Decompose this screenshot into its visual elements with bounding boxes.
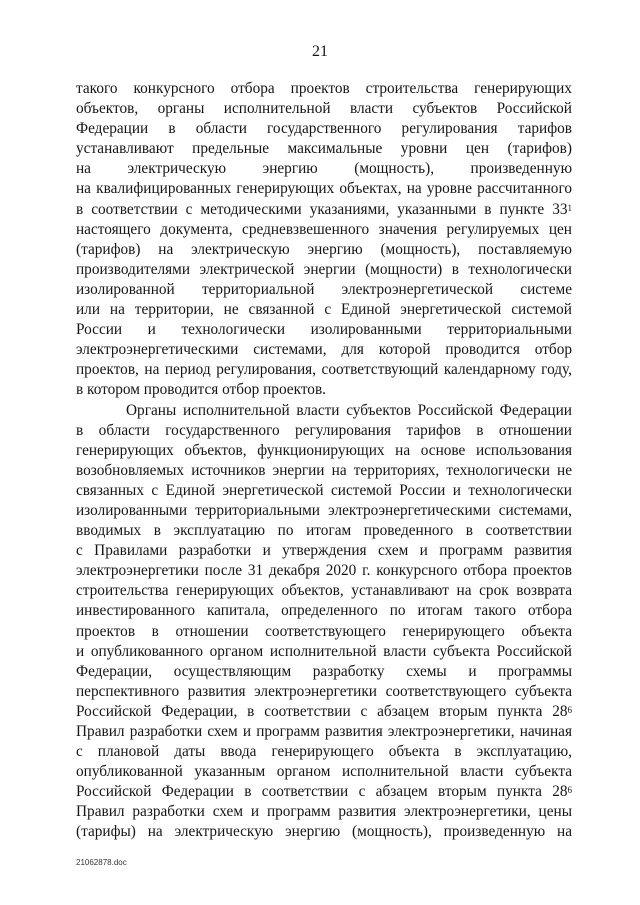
body-text	[76, 79, 572, 843]
text-line	[76, 300, 572, 320]
text-line	[76, 802, 572, 822]
text-line	[76, 722, 572, 742]
text-line	[76, 762, 572, 782]
text-line-content: Федерации, осуществляющим разработку схемы и программы	[76, 662, 572, 680]
text-line-content: производителями электрической энергии (мощности) в технологически	[76, 260, 572, 278]
text-line-content: и опубликованного органом исполнительной власти субъекта Российской	[76, 642, 572, 660]
text-line-content: Федерации в области государственного регулирования тарифов	[76, 120, 572, 138]
text-line	[76, 581, 572, 601]
text-line	[76, 320, 572, 340]
text-line-content: на электрическую энергию (мощность), произведенную	[76, 160, 572, 178]
text-line	[76, 260, 572, 280]
text-line-content: проектов, на период регулирования, соответствующий календарному году,	[76, 361, 572, 379]
text-line	[76, 421, 572, 441]
text-line	[76, 461, 572, 481]
text-line-content: в соответствии с методическими указаниями, указанными в пункте 33	[76, 200, 568, 218]
text-line	[76, 119, 572, 139]
text-line	[76, 380, 572, 400]
text-line	[76, 340, 572, 360]
text-line	[76, 601, 572, 621]
text-line-content: возобновляемых источников энергии на территориях, технологически не	[76, 461, 572, 479]
text-line-content: электроэнергетики после 31 декабря 2020 г. конкурсного отбора проектов	[76, 562, 572, 580]
text-line-content: (тарифов) на электрическую энергию (мощность), поставляемую	[76, 240, 572, 258]
text-line-content: электроэнергетическими системами, для которой проводится отбор	[76, 341, 572, 359]
text-line-content: (тарифы) на электрическую энергию (мощность), произведенную на	[76, 823, 572, 841]
text-line-content: изолированной территориальной электроэнергетической системе	[76, 280, 572, 298]
text-line-content: или на территории, не связанной с Единой энергетической системой	[76, 301, 572, 319]
text-line-content: в области государственного регулирования тарифов в отношении	[76, 421, 572, 439]
page-number: 21	[312, 43, 328, 60]
text-line-content: вводимых в эксплуатацию по итогам проведенного в соответствии	[76, 522, 572, 540]
text-line-content: проектов в отношении соответствующего генерирующего объекта	[76, 622, 572, 640]
text-line-content: настоящего документа, средневзвешенного значения регулируемых цен	[76, 220, 572, 238]
text-line-content: Российской Федерации в соответствии с абзацем вторым пункта 28	[76, 783, 568, 801]
text-line	[76, 702, 572, 722]
text-line	[76, 79, 572, 99]
text-line-content: России и технологически изолированными территориальными	[76, 321, 572, 339]
text-line-content: инвестированного капитала, определенного по итогам такого отбора	[76, 602, 572, 620]
text-line-content: на квалифицированных генерирующих объектах, на уровне рассчитанного	[76, 180, 572, 198]
text-line	[76, 642, 572, 662]
text-line-content: Органы исполнительной власти субъектов Российской Федерации	[126, 401, 572, 419]
superscript: 6	[567, 704, 572, 715]
text-line	[76, 521, 572, 541]
text-line-content: устанавливают предельные максимальные уровни цен (тарифов)	[76, 140, 572, 158]
text-line-content: опубликованной указанным органом исполнительной власти субъекта	[76, 763, 572, 781]
text-line	[76, 220, 572, 240]
text-line-content: с Правилами разработки и утверждения схем и программ развития	[76, 542, 572, 560]
text-line-content: перспективного развития электроэнергетики соответствующего субъекта	[76, 682, 572, 700]
file-name-footer: 21062878.doc	[76, 858, 127, 867]
superscript: 1	[567, 202, 572, 213]
text-line	[76, 782, 572, 802]
text-line	[76, 742, 572, 762]
text-line	[76, 441, 572, 461]
text-line	[76, 501, 572, 521]
text-line-content: Правил разработки схем и программ развития электроэнергетики, цены	[76, 803, 572, 821]
text-line	[76, 240, 572, 260]
text-line	[76, 682, 572, 702]
text-line-content: Российской Федерации, в соответствии с абзацем вторым пункта 28	[76, 702, 568, 720]
text-line-content: объектов, органы исполнительной власти субъектов Российской	[76, 100, 572, 118]
text-line	[76, 541, 572, 561]
text-line	[76, 159, 572, 179]
text-line-content: связанных с Единой энергетической системой России и технологически	[76, 481, 572, 499]
text-line-content: строительства генерирующих объектов, устанавливают на срок возврата	[76, 582, 572, 600]
text-line	[76, 360, 572, 380]
text-line	[76, 99, 572, 119]
text-line	[76, 622, 572, 642]
text-line	[76, 200, 572, 220]
text-line-content: генерирующих объектов, функционирующих на основе использования	[76, 441, 572, 459]
text-line-content: Правил разработки схем и программ развития электроэнергетики, начиная	[76, 723, 572, 740]
text-line	[76, 139, 572, 159]
text-line	[76, 280, 572, 300]
text-line	[76, 481, 572, 501]
text-line-content: изолированными территориальными электроэнергетическими системами,	[76, 501, 572, 519]
text-line-content: в котором проводится отбор проектов.	[76, 381, 326, 399]
text-line	[76, 662, 572, 682]
superscript: 6	[567, 785, 572, 796]
text-line-content: с плановой даты ввода генерирующего объекта в эксплуатацию,	[76, 743, 572, 761]
text-line-content: такого конкурсного отбора проектов строительства генерирующих	[76, 80, 572, 97]
text-line	[76, 401, 572, 421]
text-line	[76, 561, 572, 581]
text-line	[76, 822, 572, 842]
text-line	[76, 179, 572, 199]
